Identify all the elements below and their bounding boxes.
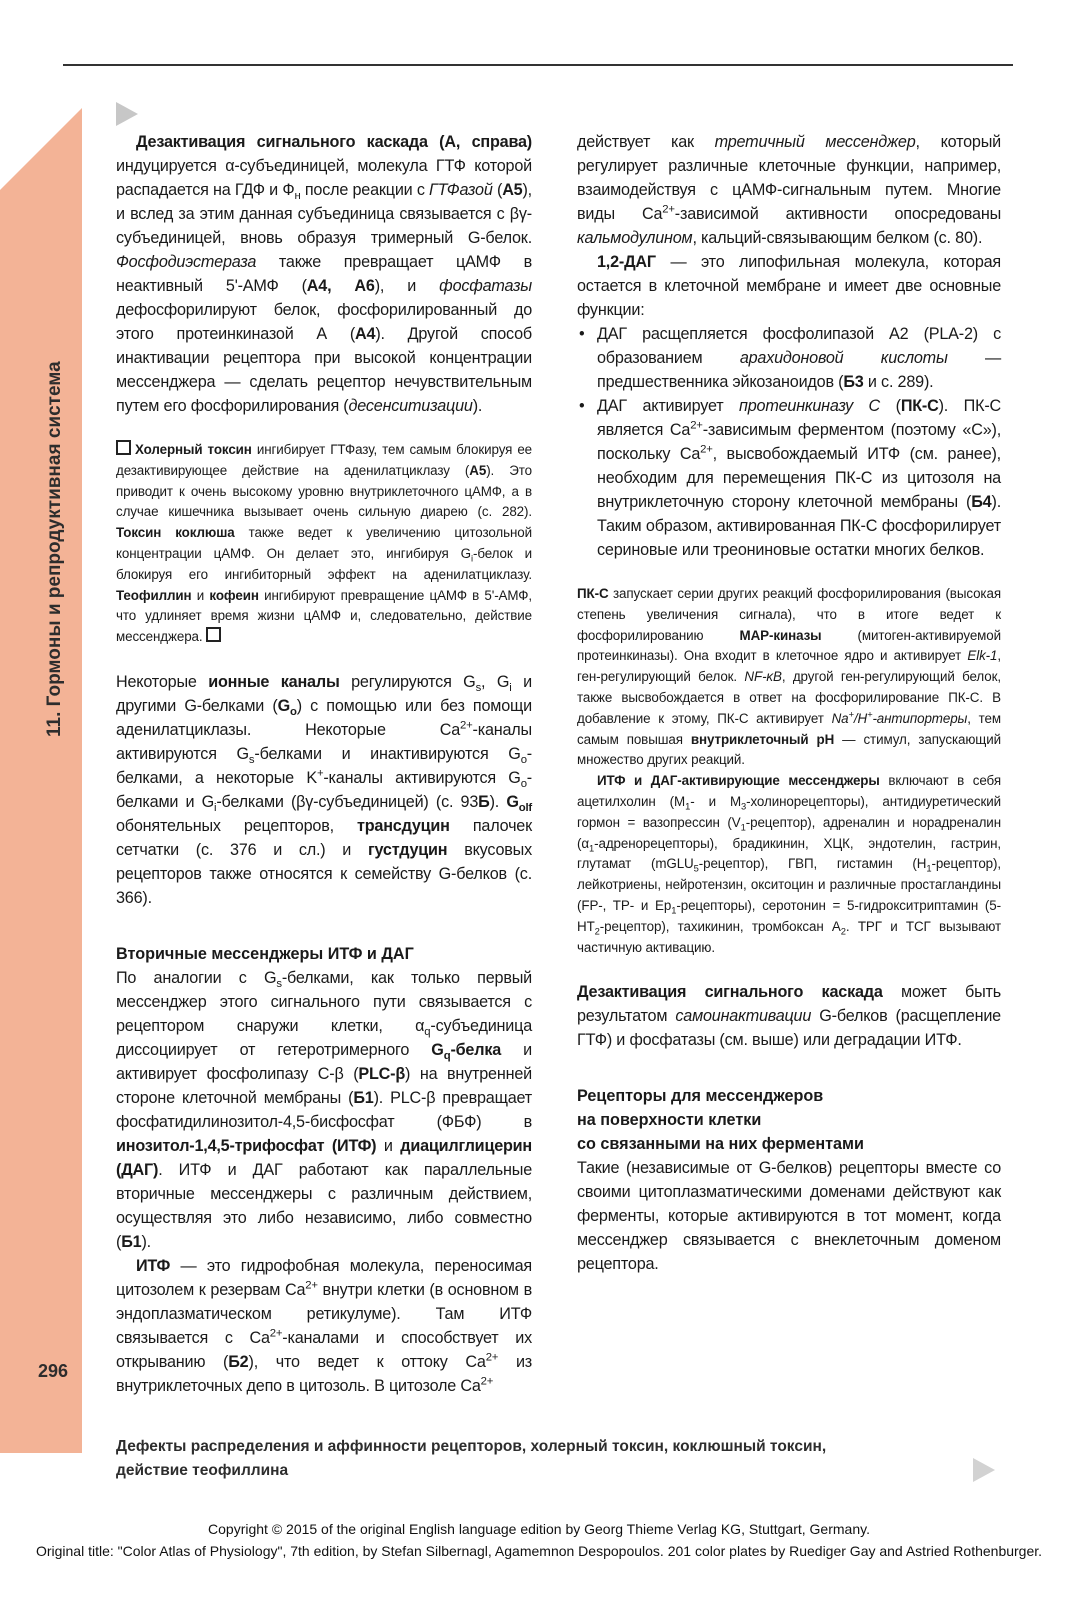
receptors-heading-line1: Рецепторы для мессенджеров xyxy=(577,1087,824,1106)
copyright-line-2: Original title: "Color Atlas of Physiology", 7th edition, by Stefan Silbernagl, Agamemnon Despopoulos. 201 color plates by Ruediger Gay and Astried Rothenburger. xyxy=(35,1543,1043,1559)
note-box-icon xyxy=(116,440,131,455)
ion-channels-paragraph: Некоторые ионные каналы регулируются $G_s$, $G_i$ и другими G-белками $(G_o)$ с помощью или без помощи аденилатциклазы. Некоторые $Ca^{2+}$-каналы активируются $G_s$-белками и инактивируются $G_o$-белками, а некоторые K+-каналы активируются $G_o$-белками и $G_i$-белками (βγ-субъединицей) (с. 93Б). $G_{olf}$ обонятельных рецепторов, трансдуцин палочек сетчатки (с. 376 и сл.) и густдуцин вкусовых рецепторов также относятся к семейству G-белков (с. 366). xyxy=(116,672,532,907)
calcium-continuation: действует как третичный мессенджер, который регулирует различные клеточные функции, например, взаимодействуя с цАМФ-сигнальным путем. Многие виды $Ca^{2+}$-зависимой активности опосредованы кальмодулином, кальций-связывающим белком (с. 80). xyxy=(577,133,1002,247)
summary-line-2: действие теофиллина xyxy=(116,1462,289,1479)
list-item: • ДАГ расщепляется фосфолипазой А2 (PLA-2) с образованием арахидоновой кислоты — предшественника эйкозаноидов (Б3 и с. 289). xyxy=(597,322,1001,394)
activators-note: ИТФ и ДАГ-активирующие мессенджеры включают в себя ацетилхолин ($M_1-$ и $M_3-холинорецепторы$), антидиуретический гормон = вазопрессин $(V_1-рецептор)$, адреналин и норадреналин $(\alpha_1-адренорецепторы)$, брадикинин, ХЦК, эндотелин, гастрин, глутамат (mGLU$_5$-рецептор), ГВП, гистамин $(H_1-рецептор)$, лейкотриены, нейротензин, окситоцин и различные простагландины (FP-, TP- и $Ep_1-рецепторы$), серотонин = 5-гидрокситриптамин $(5-HT_2-рецептор)$, тахикинин, тромбоксан $A_2$. ТРГ и ТСГ вызывают частичную активацию. xyxy=(577,773,1002,955)
summary-line-1: Дефекты распределения и аффинности рецепторов, холерный токсин, коклюшный токсин, xyxy=(116,1438,827,1455)
dag-functions-list xyxy=(577,322,1001,562)
second-messengers-paragraph: По аналогии с $G_s$-белками, как только первый мессенджер этого сигнального пути связывается с рецептором снаружи клетки, $\alpha_q$-субъединица диссоциирует от гетеротримерного $G_q$-белка и активирует фосфолипазу С-β (PLC-β) на внутренней стороне клеточной мембраны (Б1). PLC-β превращает фосфатидилинозитол-4,5-бисфосфат (ФБФ) в инозитол-1,4,5-трифосфат (ИТФ) и диацилглицерин (ДАГ). ИТФ и ДАГ работают как параллельные вторичные мессенджеры с различным действием, осуществляя это либо независимо, либо совместно (Б1). xyxy=(116,968,533,1251)
deactivation-paragraph: Дезактивация сигнального каскада (А, справа) индуцируется α-субъединицей, молекула ГТФ которой распадается на ГДФ и $Ф_н$ после реакции с ГТФазой (А5), и вслед за этим данная субъединица связывается с βγ-субъединицей, вновь образуя тримерный G-белок. Фосфодиэстераза также превращает цАМФ в неактивный 5'-АМФ (А4, А6), и фосфатазы дефосфорилируют белок, фосфорилированный до этого протеинкиназой А (А4). Другой способ инактивации рецептора при высокой концентрации мессенджера — сделать рецептор нечувствительным путем его фосфорилирования (десенситизации). xyxy=(116,133,532,415)
receptors-heading-line3: со связанными на них ферментами xyxy=(577,1135,864,1154)
itf-paragraph: ИТФ — это гидрофобная молекула, переносимая цитозолем к резервам $Ca^{2+}$ внутри клетки (в основном в эндоплазматическом ретикулуме). Там ИТФ связывается с $Ca^{2+}$-каналами и способствует их открыванию (Б2), что ведет к оттоку $Ca^{2+}$ из внутриклеточных депо в цитозоль. В цитозоле $Ca^{2+}$ xyxy=(116,1256,533,1395)
note-end-box-icon xyxy=(206,627,221,642)
chapter-title: 11. Гормоны и репродуктивная система xyxy=(44,361,65,737)
list-item: • ДАГ активирует протеинкиназу С (ПК-С). ПК-С является $Ca^{2+}$-зависимым ферментом (поэтому «С»), поскольку $Ca^{2+}$, высвобождаемый ИТФ (см. ранее), необходим для перемещения ПК-С из цитозоля на внутриклеточную сторону клеточной мембраны (Б4). Таким образом, активированная ПК-С фосфорилирует сериновые или треониновые остатки многих белков. xyxy=(597,394,1001,562)
deactivation-2-paragraph: Дезактивация сигнального каскада может быть результатом самоинактивации G-белков (расщепление ГТФ) и фосфатазы (см. выше) или деградации ИТФ. xyxy=(577,983,1001,1050)
continue-arrow-icon xyxy=(116,102,138,126)
right-column xyxy=(577,130,1001,1276)
next-page-arrow-icon[interactable] xyxy=(973,1458,995,1482)
pkc-note: ПК-С запускает серии других реакций фосфорилирования (высокая степень увеличения сигнала), что в итоге ведет к фосфорилированию МАР-киназы (митоген-активируемой протеинкиназы). Она входит в клеточное ядро и активирует Elk-1, ген-регулирующий белок. NF-κB, другой ген-регулирующий белок, также высвобождается в ответ на фосфорилирование ПК-С. В добавление к этому, ПК-С активирует Na+/H+-антипортеры, тем самым повышая внутриклеточный pH — стимул, запускающий множество других реакций. xyxy=(577,586,1002,768)
dag-intro: 1,2-ДАГ — это липофильная молекула, которая остается в клеточной мембране и имеет две основные функции: xyxy=(577,253,1001,319)
receptors-heading-line2: на поверхности клетки xyxy=(577,1111,762,1130)
copyright-line-1: Copyright © 2015 of the original English language edition by Georg Thieme Verlag KG, Stuttgart, Germany. xyxy=(208,1521,870,1537)
cholera-note: Холерный токсин ингибирует ГТФазу, тем самым блокируя ее дезактивирующее действие на аденилатциклазу (А5). Это приводит к очень высокому уровню внутриклеточного цАМФ, а в случае кишечника вызывает очень сильную диарею (с. 282). Токсин коклюша также ведет к увеличению цитозольной концентрации цАМФ. Он делает это, ингибируя $G_i$-белок и блокируя его ингибиторный эффект на аденилатциклазу. Теофиллин и кофеин ингибируют превращение цАМФ в 5'-АМФ, что удлиняет время жизни цАМФ и, следовательно, действие мессенджера. xyxy=(116,442,533,645)
chapter-side-band xyxy=(0,108,82,1453)
second-messengers-heading: Вторичные мессенджеры ИТФ и ДАГ xyxy=(116,944,414,963)
page-summary xyxy=(116,1435,936,1483)
left-column xyxy=(116,130,532,1398)
deactivation-heading: Дезактивация сигнального каскада (А, справа) xyxy=(136,133,532,151)
receptors-paragraph: Такие (независимые от G-белков) рецепторы вместе со своими цитоплазматическими доменами действуют как ферменты, которые активируются в тот момент, когда мессенджер связывается с внеклеточным доменом рецептора. xyxy=(577,1159,1001,1274)
page-number: 296 xyxy=(38,1361,69,1381)
copyright xyxy=(0,1518,1078,1562)
top-rule xyxy=(63,64,1013,66)
